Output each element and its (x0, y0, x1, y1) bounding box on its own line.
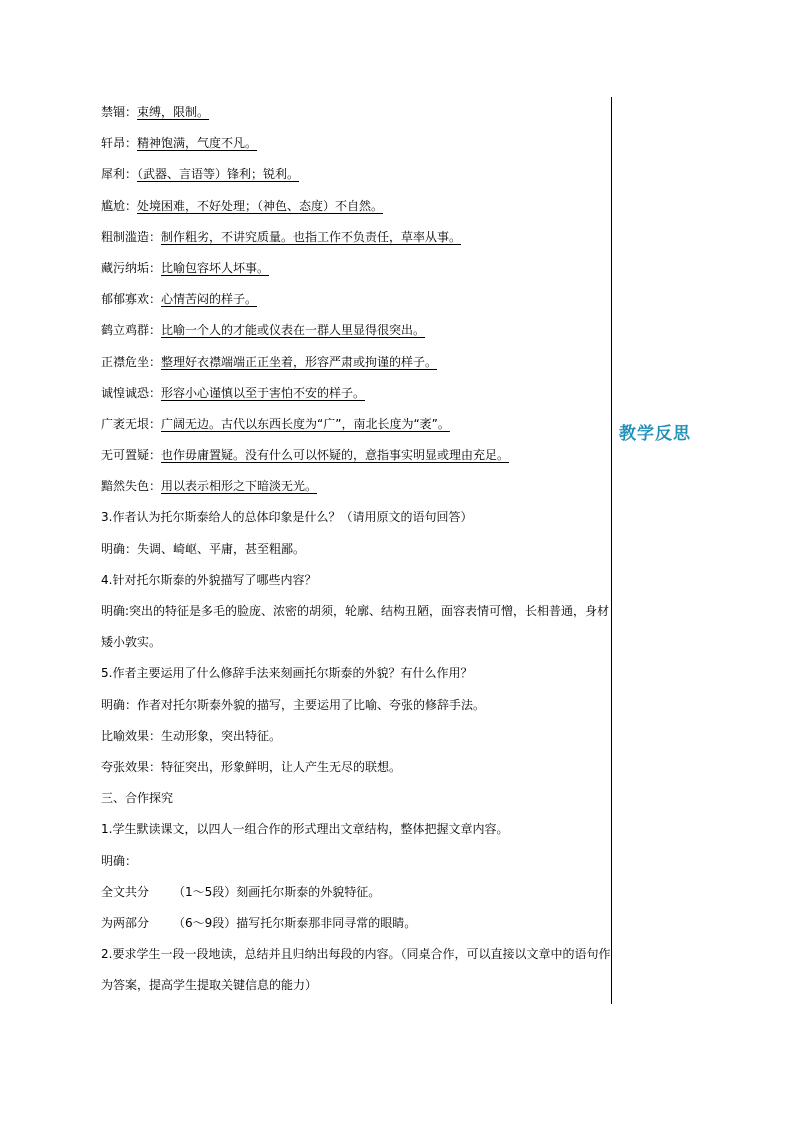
vocab-term: 诚惶诚恐： (101, 385, 162, 400)
teaching-reflection-heading: 教学反思 (619, 424, 691, 444)
vocab-term: 禁锢： (101, 105, 138, 119)
vocab-definition: 形容小心谨慎以至于害怕不安的样子。 (161, 385, 366, 400)
vocab-term: 郁郁寡欢： (101, 292, 162, 307)
main-content (101, 97, 611, 1002)
vocab-item (101, 347, 611, 378)
vocab-definition: 制作粗劣，不讲究质量。也指工作不负责任，草率从事。 (161, 229, 462, 244)
outline-part-1: （1～5段）刻画托尔斯泰的外貌特征。 (173, 884, 381, 899)
vocab-item (101, 409, 611, 440)
vocab-term: 鹤立鸡群： (101, 323, 162, 338)
vocab-term: 尴尬： (101, 198, 138, 213)
vocab-definition: 处境困难，不好处理；（神色、态度）不自然。 (137, 198, 384, 213)
vocab-definition: 广阔无边。古代以东西长度为“广”，南北长度为“袤”。 (161, 416, 450, 431)
column-divider (611, 97, 612, 1004)
question-7: 2.要求学生一段一段地读，总结并且归纳出每段的内容。（同桌合作，可以直接以文章中的语句作为答案，提高学生提取关键信息的能力） (101, 947, 611, 993)
answer-6: 明确： (101, 853, 138, 868)
vocab-definition: 也作毋庸置疑。没有什么可以怀疑的，意指事实明显或理由充足。 (161, 448, 510, 463)
vocab-term: 藏污纳垢： (101, 260, 162, 275)
section-heading: 三、合作探究 (101, 791, 174, 806)
vocab-term: 无可置疑： (101, 448, 162, 463)
question-5: 5.作者主要运用了什么修辞手法来刻画托尔斯泰的外貌？有什么作用？ (101, 666, 473, 681)
vocab-item (101, 284, 611, 315)
answer-3: 明确：失调、崎岖、平庸，甚至粗鄙。 (101, 541, 306, 556)
question-6: 1.学生默读课文，以四人一组合作的形式理出文章结构，整体把握文章内容。 (101, 822, 509, 837)
vocab-definition: 比喻一个人的才能或仪表在一群人里显得很突出。 (161, 323, 426, 338)
vocab-term: 轩昂： (101, 136, 138, 151)
vocab-item (101, 440, 611, 471)
vocab-definition: 整理好衣襟端端正正坐着，形容严肃或拘谨的样子。 (161, 354, 438, 369)
outline-row-1 (101, 877, 611, 908)
vocab-term: 广袤无垠： (101, 416, 162, 431)
vocab-definition: 束缚，限制。 (137, 105, 210, 119)
answer-5: 明确：作者对托尔斯泰外貌的描写，主要运用了比喻、夸张的修辞手法。 (101, 697, 486, 712)
vocab-term: 黯然失色： (101, 479, 162, 494)
vocab-item (101, 159, 611, 190)
vocab-definition: 比喻包容坏人坏事。 (161, 260, 270, 275)
answer-4: 明确:突出的特征是多毛的脸庞、浓密的胡须，轮廓、结构丑陋，面容表情可憎，长相普通，身材矮小敦实。 (101, 604, 610, 650)
vocabulary-list (101, 97, 611, 502)
vocab-item (101, 315, 611, 346)
vocab-item (101, 378, 611, 409)
effect-hyperbole: 夸张效果：特征突出，形象鲜明，让人产生无尽的联想。 (101, 759, 402, 774)
effect-metaphor: 比喻效果：生动形象，突出特征。 (101, 728, 282, 743)
vocab-item (101, 253, 611, 284)
vocab-item (101, 128, 611, 159)
outline-row-2 (101, 908, 611, 939)
vocab-term: 粗制滥造： (101, 229, 162, 244)
vocab-definition: 用以表示相形之下暗淡无光。 (161, 479, 318, 494)
vocab-definition: 心情苦闷的样子。 (161, 292, 258, 307)
vocab-item (101, 222, 611, 253)
vocab-definition: （武器、言语等）锋利；锐利。 (137, 167, 300, 182)
vocab-term: 犀利： (101, 167, 138, 182)
vocab-term: 正襟危坐： (101, 354, 162, 369)
outline-label-1: 全文共分 (101, 884, 150, 899)
outline-label-2: 为两部分 (101, 915, 150, 930)
vocab-item (101, 471, 611, 502)
question-3: 3.作者认为托尔斯泰给人的总体印象是什么？（请用原文的语句回答） (101, 510, 473, 525)
vocab-item (101, 191, 611, 222)
question-4: 4.针对托尔斯泰的外貌描写了哪些内容？ (101, 572, 317, 587)
outline-part-2: （6～9段）描写托尔斯泰那非同寻常的眼睛。 (173, 915, 417, 930)
vocab-definition: 精神饱满，气度不凡。 (137, 136, 258, 151)
vocab-item (101, 97, 611, 128)
